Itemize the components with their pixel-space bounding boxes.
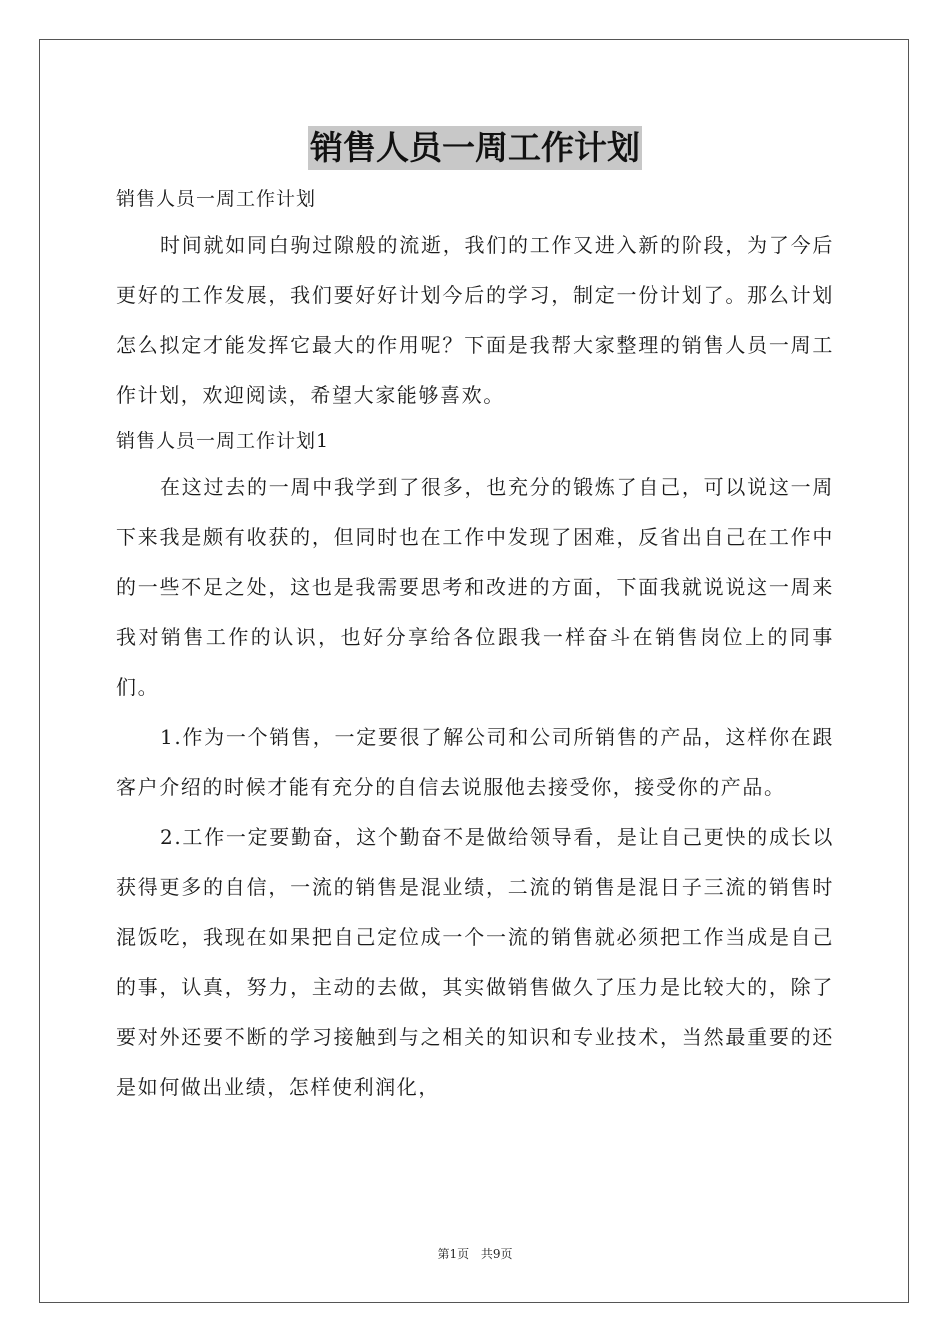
document-body xyxy=(116,178,834,1112)
page-number: 第1页 xyxy=(437,1247,470,1261)
page-total: 共9页 xyxy=(480,1247,513,1261)
title-wrap xyxy=(0,126,950,170)
body-paragraph: 在这过去的一周中我学到了很多，也充分的锻炼了自己，可以说这一周下来我是颇有收获的，但同时也在工作中发现了困难，反省出自己在工作中的一些不足之处，这也是我需要思考和改进的方面，下面我就说说这一周来我对销售工作的认识，也好分享给各位跟我一样奋斗在销售岗位上的同事们。 xyxy=(116,475,834,699)
body-paragraph: 时间就如同白驹过隙般的流逝，我们的工作又进入新的阶段，为了今后更好的工作发展，我们要好好计划今后的学习，制定一份计划了。那么计划怎么拟定才能发挥它最大的作用呢？下面是我帮大家整理的销售人员一周工作计划，欢迎阅读，希望大家能够喜欢。 xyxy=(116,233,834,407)
document-title: 销售人员一周工作计划 xyxy=(308,126,642,170)
section-heading: 销售人员一周工作计划1 xyxy=(116,430,330,452)
page-footer xyxy=(0,1245,950,1262)
section-heading: 销售人员一周工作计划 xyxy=(116,188,317,210)
body-paragraph: 1.作为一个销售，一定要很了解公司和公司所销售的产品，这样你在跟客户介绍的时候才能有充分的自信去说服他去接受你，接受你的产品。 xyxy=(116,725,834,799)
body-paragraph: 2.工作一定要勤奋，这个勤奋不是做给领导看，是让自己更快的成长以获得更多的自信，一流的销售是混业绩，二流的销售是混日子三流的销售时混饭吃，我现在如果把自己定位成一个一流的销售就必须把工作当成是自己的事，认真，努力，主动的去做，其实做销售做久了压力是比较大的，除了要对外还要不断的学习接触到与之相关的知识和专业技术，当然最重要的还是如何做出业绩，怎样使利润化， xyxy=(116,825,834,1099)
